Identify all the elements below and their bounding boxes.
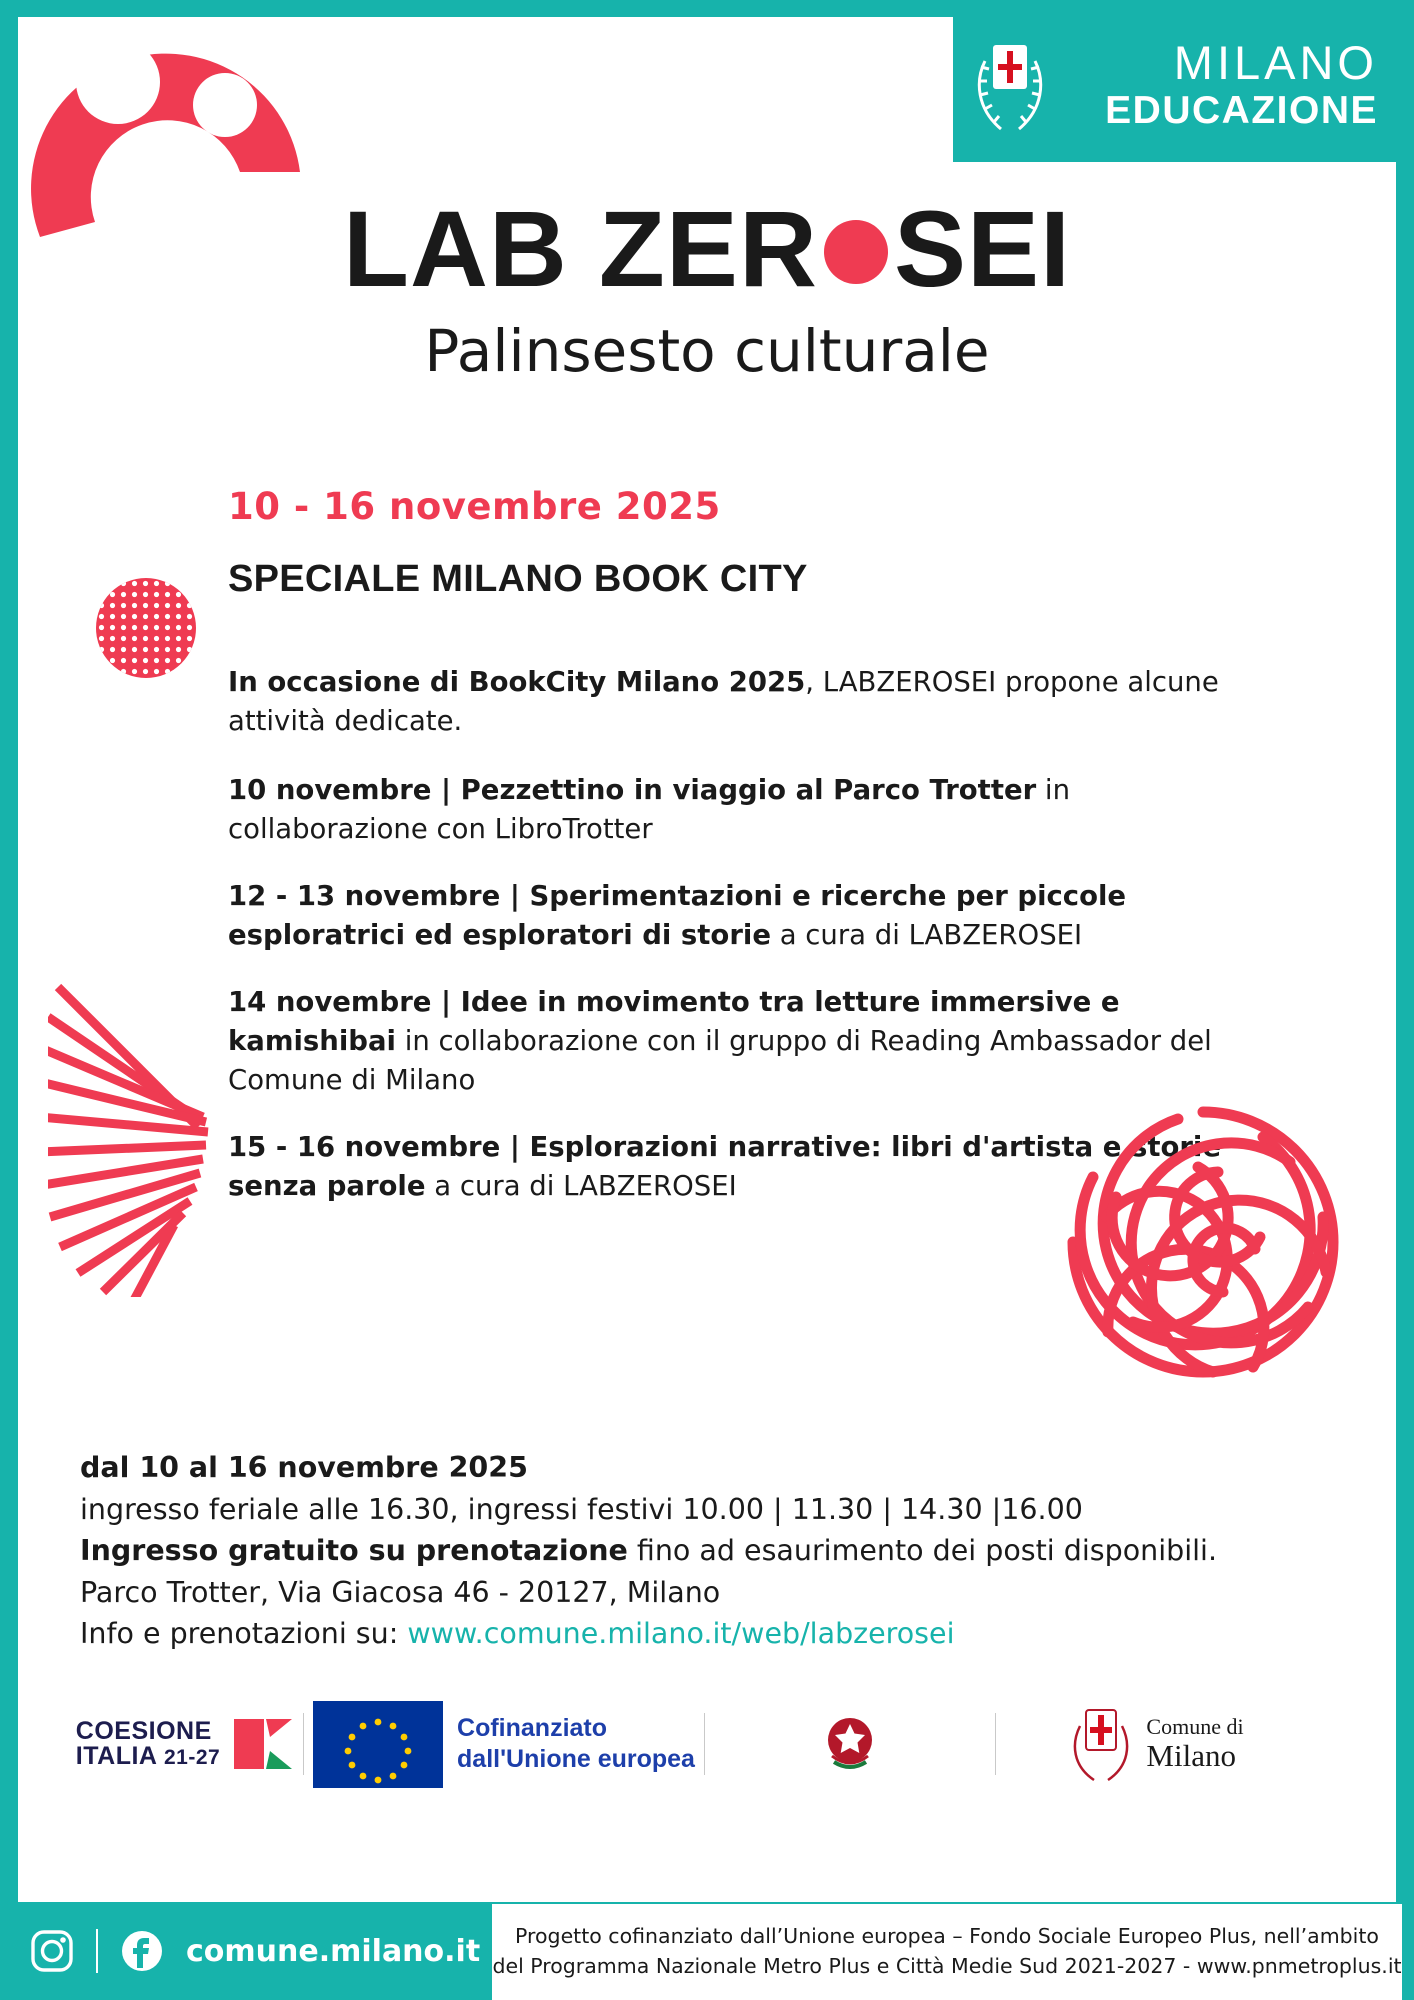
instagram-icon[interactable] [30, 1929, 74, 1973]
social-handle[interactable]: comune.milano.it [186, 1933, 481, 1969]
comune-text [1146, 1715, 1243, 1773]
eu-line1: Cofinanziato [457, 1713, 608, 1742]
event-title: 15 - 16 novembre | Esplorazioni narrative: libri d'artista e storie senza parole [228, 1131, 1221, 1203]
event-title: 14 novembre | Idee in movimento tra letture immersive e kamishibai [228, 986, 1120, 1058]
intro-strong: In occasione di BookCity Milano 2025 [228, 666, 806, 698]
comune-milano-crest-icon [1068, 1704, 1134, 1784]
repubblica-italiana-emblem-icon [822, 1708, 878, 1780]
intro-paragraph [228, 663, 1228, 741]
coesione-text [76, 1719, 220, 1769]
info-dates [80, 1447, 1280, 1489]
spiral-rays-icon [1038, 1077, 1368, 1407]
coesione-italia-logo [73, 1713, 303, 1775]
info-contact [80, 1613, 1280, 1655]
date-range: 10 - 16 novembre 2025 [228, 485, 721, 528]
main-title-part1: LAB ZER [342, 188, 818, 309]
info-booking-rest: fino ad esaurimento dei posti disponibili. [627, 1534, 1218, 1568]
fan-burst-icon [48, 977, 263, 1297]
eu-text [457, 1713, 695, 1776]
info-booking [80, 1530, 1280, 1572]
comune-line1: Comune di [1146, 1713, 1244, 1739]
event-detail: in collaborazione con LibroTrotter [228, 774, 1070, 846]
event-detail: in collaborazione con il gruppo di Reading Ambassador del Comune di Milano [228, 1025, 1212, 1097]
disclaimer [492, 1904, 1402, 2000]
milano-educazione-badge [953, 17, 1396, 162]
coesione-years: 21-27 [164, 1746, 221, 1769]
list-item [228, 771, 1228, 849]
subtitle: Palinsesto culturale [424, 317, 990, 386]
title-block [18, 188, 1396, 386]
coesione-arrow-icon [230, 1713, 300, 1775]
list-item [228, 877, 1228, 955]
info-address: Parco Trotter, Via Giacosa 46 - 20127, Milano [80, 1575, 721, 1609]
funders-row [73, 1689, 1343, 1799]
comune-di-milano-logo [996, 1704, 1316, 1784]
event-title: 10 novembre | Pezzettino in viaggio al Parco Trotter [228, 774, 1037, 807]
info-dates-text: dal 10 al 16 novembre 2025 [80, 1451, 528, 1484]
website-link[interactable]: www.comune.milano.it/web/labzerosei [407, 1617, 955, 1651]
eu-cofinanziato-logo [304, 1701, 704, 1788]
coesione-line1: COESIONE [75, 1717, 212, 1745]
event-detail: a cura di LABZEROSEI [770, 919, 1083, 952]
repubblica-italiana-logo [705, 1708, 995, 1780]
eu-line2: dall'Unione europea [457, 1745, 695, 1773]
main-title-part2: SEI [893, 188, 1072, 309]
info-times: ingresso feriale alle 16.30, ingressi festivi 10.00 | 11.30 | 14.30 |16.00 [80, 1492, 1083, 1526]
event-title: 12 - 13 novembre | Sperimentazioni e ricerche per piccole esploratrici ed esploratori di storie [228, 880, 1127, 952]
facebook-icon[interactable] [120, 1929, 164, 1973]
special-heading: SPECIALE MILANO BOOK CITY [228, 558, 808, 600]
practical-info [80, 1447, 1280, 1655]
red-dot-icon [824, 220, 888, 284]
dotted-circle-icon [96, 578, 196, 678]
info-booking-strong: Ingresso gratuito su prenotazione [80, 1534, 628, 1568]
divider [96, 1929, 98, 1973]
disclaimer-line1: Progetto cofinanziato dall’Unione europea – Fondo Sociale Europeo Plus, nell’ambito [515, 1924, 1379, 1948]
brand-milano: MILANO [1173, 36, 1378, 89]
milano-crest-icon [971, 33, 1049, 138]
coesione-line2-row [76, 1744, 220, 1769]
main-title [18, 188, 1396, 309]
poster-sheet [18, 17, 1396, 1902]
disclaimer-line2: del Programma Nazionale Metro Plus e Città Medie Sud 2021-2027 - www.pnmetroplus.it [492, 1953, 1402, 1978]
brand-educazione: EDUCAZIONE [1105, 89, 1378, 132]
social-links [30, 1929, 480, 1973]
intro-rest: , LABZEROSEI propone alcune attività dedicate. [228, 666, 1219, 738]
comune-line2: Milano [1146, 1738, 1236, 1774]
coesione-line2: ITALIA [75, 1742, 157, 1770]
info-contact-label: Info e prenotazioni su: [80, 1617, 408, 1651]
eu-flag-icon [313, 1701, 443, 1788]
event-detail: a cura di LABZEROSEI [425, 1170, 737, 1203]
